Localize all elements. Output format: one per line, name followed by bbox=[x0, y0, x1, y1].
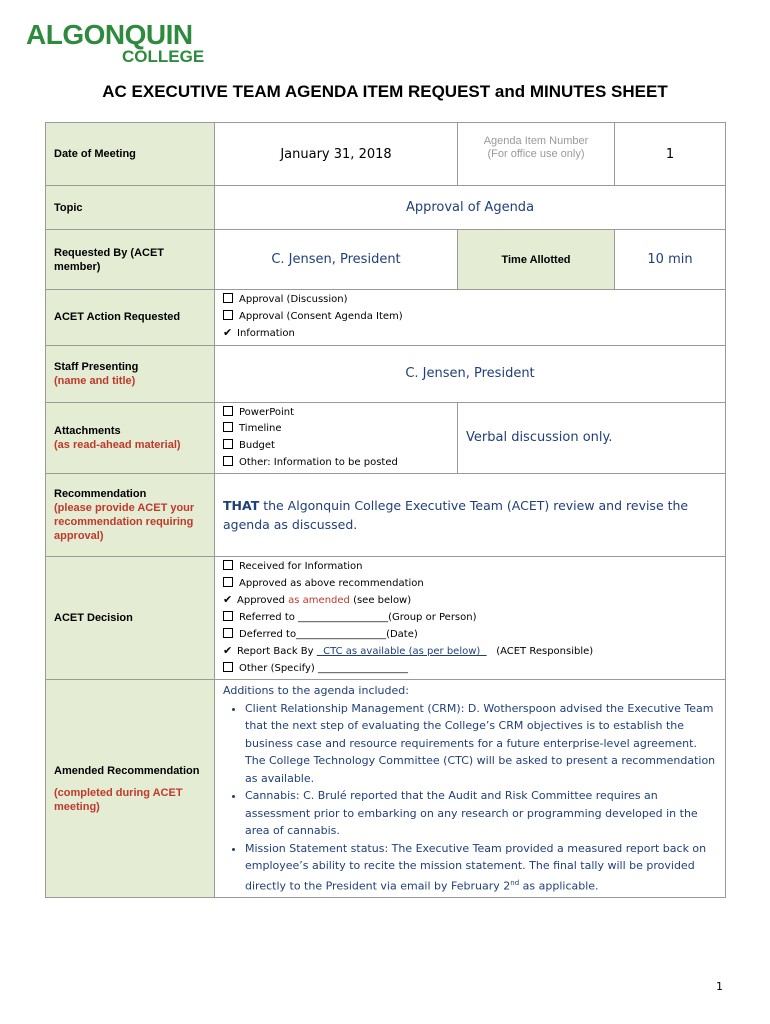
attachments-label-sub: (as read-ahead material) bbox=[54, 438, 181, 451]
decision-referred-blank: __________________ bbox=[298, 611, 389, 623]
recommendation-body: the Algonquin College Executive Team (ACET) review and revise the agenda as discussed. bbox=[223, 498, 689, 533]
amended-bullet: • Client Relationship Management (CRM): D. Wotherspoon advised the Executive Team that the next step of evaluating the College’s CRM objectives is to establish the business case and resource requirements for a future enterprise-level agreement. The College Technology Committee (CTC) will be asked to present a recommendation as available. bbox=[245, 700, 717, 788]
decision-reportback-pre: Report Back By bbox=[237, 646, 317, 658]
agenda-item-label-line2: (For office use only) bbox=[487, 148, 585, 160]
decision-amended-post: (see below) bbox=[349, 595, 412, 607]
decision-option[interactable] bbox=[223, 627, 717, 644]
acet-decision-options bbox=[215, 557, 726, 680]
agenda-item-number-label bbox=[458, 123, 615, 186]
attachment-option-label: PowerPoint bbox=[239, 406, 295, 418]
amended-label-main: Amended Recommendation bbox=[54, 764, 200, 777]
amended-recommendation-label bbox=[46, 680, 215, 898]
decision-amended-pre: Approved bbox=[237, 595, 289, 607]
action-requested-label: ACET Action Requested bbox=[46, 290, 215, 346]
decision-reportback-post: (ACET Responsible) bbox=[486, 646, 594, 658]
staff-presenting-value: C. Jensen, President bbox=[215, 345, 726, 402]
decision-reportback-link[interactable]: CTC as available (as per below) bbox=[316, 646, 487, 658]
acet-decision-label: ACET Decision bbox=[46, 557, 215, 680]
action-option-label: Information bbox=[237, 328, 295, 340]
decision-option[interactable] bbox=[223, 559, 717, 576]
amended-label-sub: (completed during ACET meeting) bbox=[54, 786, 183, 813]
checkbox-empty-icon bbox=[223, 439, 233, 449]
page-number: 1 bbox=[716, 980, 723, 993]
checkbox-empty-icon bbox=[223, 611, 233, 621]
decision-referred-post: (Group or Person) bbox=[388, 611, 477, 623]
checkbox-empty-icon bbox=[223, 310, 233, 320]
amended-bullet3-sup: nd bbox=[510, 878, 520, 887]
logo-line2: COLLEGE bbox=[122, 47, 205, 64]
amended-intro: Additions to the agenda included: bbox=[223, 684, 409, 698]
checkbox-empty-icon bbox=[223, 293, 233, 303]
recommendation-label-main: Recommendation bbox=[54, 488, 147, 501]
amended-bullet: • Cannabis: C. Brulé reported that the Audit and Risk Committee requires an assessment prior to embarking on any research or programming developed in the area of cannabis. bbox=[245, 787, 717, 840]
time-allotted-label: Time Allotted bbox=[458, 230, 615, 290]
decision-referred-pre: Referred to bbox=[239, 611, 299, 623]
checkmark-icon: ✔ bbox=[223, 593, 233, 607]
checkbox-empty-icon bbox=[223, 560, 233, 570]
agenda-item-number: 1 bbox=[615, 123, 726, 186]
attachments-label bbox=[46, 402, 215, 473]
attachments-options bbox=[215, 402, 458, 473]
decision-received: Received for Information bbox=[239, 561, 363, 573]
topic-label: Topic bbox=[46, 186, 215, 230]
decision-deferred-blank: __________________ bbox=[296, 628, 387, 640]
date-value: January 31, 2018 bbox=[215, 123, 458, 186]
checkmark-icon: ✔ bbox=[223, 644, 233, 658]
decision-other-blank: __________________ bbox=[317, 662, 408, 674]
staff-label-sub: (name and title) bbox=[54, 374, 136, 387]
staff-label-main: Staff Presenting bbox=[54, 360, 139, 373]
agenda-form-table bbox=[45, 122, 725, 898]
amended-recommendation-text bbox=[215, 680, 726, 898]
recommendation-lead: THAT bbox=[223, 498, 260, 514]
attachments-note: Verbal discussion only. bbox=[458, 402, 726, 473]
logo-line1: ALGONQUIN bbox=[26, 19, 193, 50]
amended-bullet3-post: as applicable. bbox=[519, 879, 599, 893]
staff-presenting-label bbox=[46, 345, 215, 402]
action-option[interactable] bbox=[223, 325, 717, 343]
decision-deferred-post: (Date) bbox=[386, 628, 418, 640]
recommendation-text bbox=[215, 474, 726, 557]
amended-bullet3-pre: Mission Statement status: The Executive Team provided a measured report back on employee’s ability to recite the mission statement. The final tally will be provided directly to the President via email by February 2 bbox=[245, 841, 707, 893]
decision-option[interactable] bbox=[223, 610, 717, 627]
page-title: AC EXECUTIVE TEAM AGENDA ITEM REQUEST and MINUTES SHEET bbox=[102, 82, 668, 101]
decision-approved: Approved as above recommendation bbox=[239, 577, 424, 589]
algonquin-college-logo bbox=[26, 18, 226, 64]
checkmark-icon: ✔ bbox=[223, 326, 233, 340]
decision-option[interactable] bbox=[223, 661, 717, 678]
decision-other: Other (Specify) bbox=[239, 662, 318, 674]
recommendation-label bbox=[46, 474, 215, 557]
requested-by-label: Requested By (ACET member) bbox=[46, 230, 215, 290]
agenda-item-label-line1: Agenda Item Number bbox=[483, 135, 589, 147]
recommendation-label-sub: (please provide ACET your recommendation requiring approval) bbox=[54, 502, 195, 543]
attachment-option[interactable] bbox=[223, 421, 449, 438]
checkbox-empty-icon bbox=[223, 406, 233, 416]
topic-value: Approval of Agenda bbox=[215, 186, 726, 230]
action-option[interactable] bbox=[223, 309, 717, 326]
checkbox-empty-icon bbox=[223, 662, 233, 672]
date-label: Date of Meeting bbox=[46, 123, 215, 186]
action-requested-options bbox=[215, 290, 726, 346]
action-option[interactable] bbox=[223, 292, 717, 309]
action-option-label: Approval (Consent Agenda Item) bbox=[239, 310, 403, 322]
attachment-option[interactable] bbox=[223, 438, 449, 455]
checkbox-empty-icon bbox=[223, 577, 233, 587]
decision-deferred-pre: Deferred to bbox=[239, 628, 297, 640]
decision-option[interactable] bbox=[223, 576, 717, 593]
decision-option[interactable] bbox=[223, 643, 717, 661]
decision-amended-highlight: as amended bbox=[288, 595, 350, 607]
attachments-label-main: Attachments bbox=[54, 424, 121, 437]
attachment-option-label: Budget bbox=[239, 439, 275, 451]
attachment-option[interactable] bbox=[223, 455, 449, 472]
checkbox-empty-icon bbox=[223, 628, 233, 638]
time-allotted-value: 10 min bbox=[615, 230, 726, 290]
checkbox-empty-icon bbox=[223, 456, 233, 466]
requested-by-value: C. Jensen, President bbox=[215, 230, 458, 290]
attachment-option-label: Other: Information to be posted bbox=[239, 456, 398, 468]
amended-list bbox=[223, 700, 717, 895]
decision-option[interactable] bbox=[223, 592, 717, 610]
attachment-option-label: Timeline bbox=[239, 423, 282, 435]
attachment-option[interactable] bbox=[223, 405, 449, 422]
checkbox-empty-icon bbox=[223, 422, 233, 432]
amended-bullet bbox=[245, 840, 717, 895]
action-option-label: Approval (Discussion) bbox=[239, 294, 348, 305]
